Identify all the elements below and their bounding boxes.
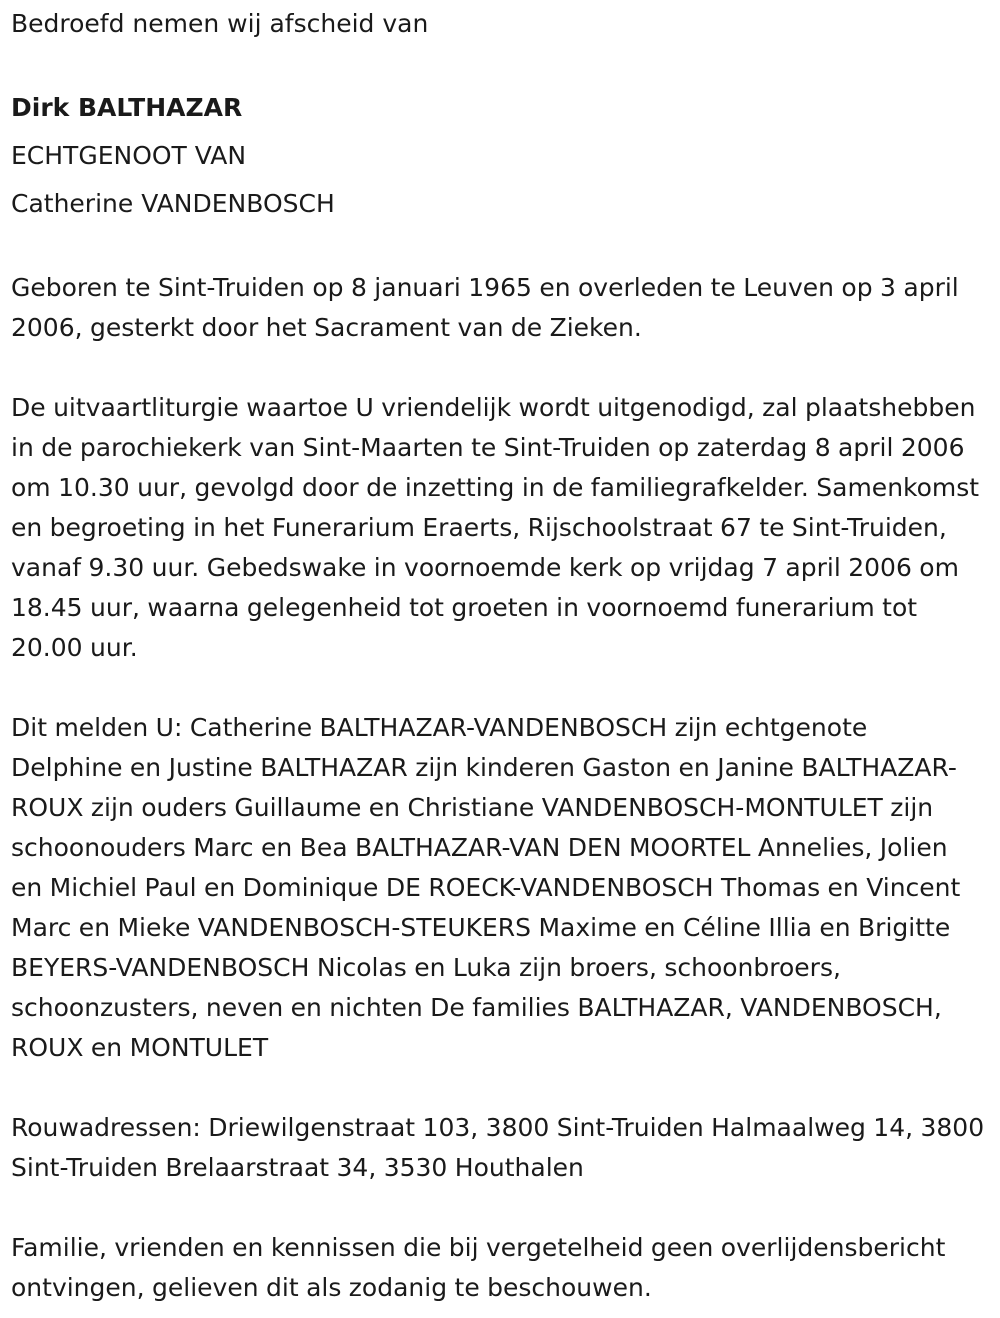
deceased-name: Dirk BALTHAZAR [11, 93, 243, 122]
funeral-paragraph: De uitvaartliturgie waartoe U vriendelijk wordt uitgenodigd, zal plaatshebben in de parochiekerk van Sint-Maarten te Sint-Truiden op zaterdag 8 april 2006 om 10.30 uur, gevolgd door de inzetting in de familiegrafkelder. Samenkomst en begroeting in het Funerarium Eraerts, Rijschoolstraat 67 te Sint-Truiden, vanaf 9.30 uur. Gebedswake in voornoemde kerk op vrijdag 7 april 2006 om 18.45 uur, waarna gelegenheid tot groeten in voornoemd funerarium tot 20.00 uur. [11, 393, 980, 662]
intro-text: Bedroefd nemen wij afscheid van [11, 9, 429, 38]
addresses-paragraph: Rouwadressen: Driewilgenstraat 103, 3800 Sint-Truiden Halmaalweg 14, 3800 Sint-Truiden Brelaarstraat 34, 3530 Houthalen [11, 1113, 985, 1182]
family-paragraph: Dit melden U: Catherine BALTHAZAR-VANDENBOSCH zijn echtgenote Delphine en Justine BALTHAZAR zijn kinderen Gaston en Janine BALTHAZAR-ROUX zijn ouders Guillaume en Christiane VANDENBOSCH-MONTULET zijn schoonouders Marc en Bea BALTHAZAR-VAN DEN MOORTEL Annelies, Jolien en Michiel Paul en Dominique DE ROECK-VANDENBOSCH Thomas en Vincent Marc en Mieke VANDENBOSCH-STEUKERS Maxime en Céline Illia en Brigitte BEYERS-VANDENBOSCH Nicolas en Luka zijn broers, schoonbroers, schoonzusters, neven en nichten De families BALTHAZAR, VANDENBOSCH, ROUX en MONTULET [11, 713, 961, 1062]
birth-death-paragraph: Geboren te Sint-Truiden op 8 januari 1965 en overleden te Leuven op 3 april 2006, gesterkt door het Sacrament van de Zieken. [11, 273, 959, 342]
relation-label: ECHTGENOOT VAN [11, 141, 247, 170]
death-notice [11, 4, 986, 1308]
closing-paragraph: Familie, vrienden en kennissen die bij vergetelheid geen overlijdensbericht ontvingen, gelieven dit als zodanig te beschouwen. [11, 1233, 946, 1302]
spouse-name: Catherine VANDENBOSCH [11, 189, 335, 218]
